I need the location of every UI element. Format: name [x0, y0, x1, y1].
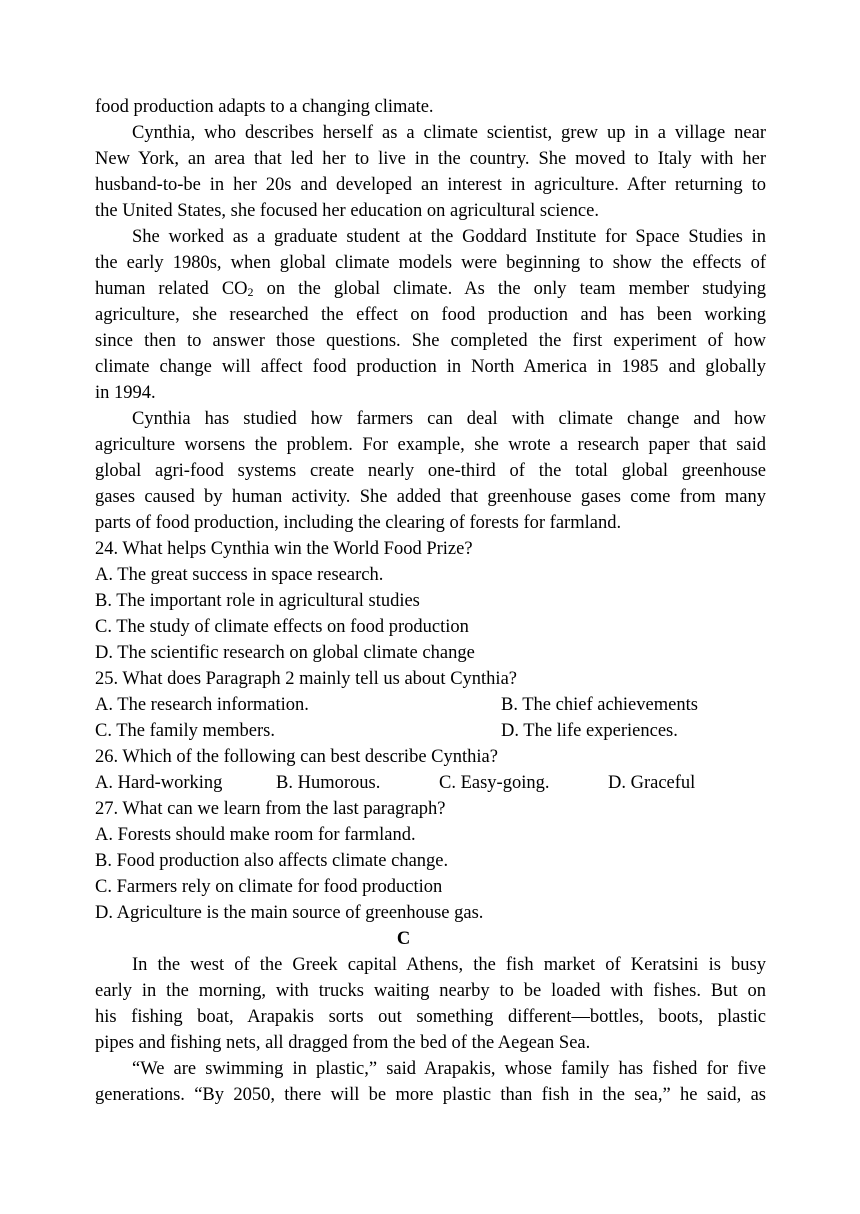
paragraph-line: early in the morning, with trucks waiting nearby to be loaded with fishes. But on — [95, 981, 766, 1001]
paragraph-c2 — [95, 1056, 766, 1108]
option-a: A. The research information. — [95, 695, 309, 715]
question-stem: 26. Which of the following can best describe Cynthia? — [95, 747, 498, 767]
option-d: D. Agriculture is the main source of greenhouse gas. — [95, 903, 484, 923]
option-a: A. The great success in space research. — [95, 565, 384, 585]
question-stem: 27. What can we learn from the last paragraph? — [95, 799, 446, 819]
co2-subscript: 2 — [247, 285, 254, 299]
option-a: A. Forests should make room for farmland. — [95, 825, 416, 845]
document-page — [95, 94, 766, 1108]
option-b: B. The chief achievements — [501, 695, 698, 715]
paragraph-line: “We are swimming in plastic,” said Arapakis, whose family has fished for five — [132, 1059, 766, 1079]
paragraph-4 — [95, 406, 766, 536]
co2-text: human related CO — [95, 279, 248, 299]
paragraph-line: In the west of the Greek capital Athens, the fish market of Keratsini is busy — [132, 955, 766, 975]
question-24 — [95, 536, 766, 666]
option-b: B. The important role in agricultural studies — [95, 591, 420, 611]
question-25 — [95, 666, 766, 744]
paragraph-3 — [95, 224, 766, 406]
paragraph-line: husband-to-be in her 20s and developed an interest in agriculture. After returning to — [95, 175, 766, 195]
paragraph-line: generations. “By 2050, there will be more plastic than fish in the sea,” he said, as — [95, 1085, 766, 1105]
paragraph-line: pipes and fishing nets, all dragged from the bed of the Aegean Sea. — [95, 1033, 591, 1053]
paragraph-line: in 1994. — [95, 383, 156, 403]
paragraph-line: agriculture, she researched the effect on food production and has been working — [95, 305, 766, 325]
option-c: C. Farmers rely on climate for food production — [95, 877, 443, 897]
option-d: D. The life experiences. — [501, 721, 678, 741]
paragraph-line: gases caused by human activity. She added that greenhouse gases come from many — [95, 487, 766, 507]
option-c: C. The study of climate effects on food production — [95, 617, 469, 637]
paragraph-line-rest: on the global climate. As the only team member studying — [253, 279, 767, 299]
paragraph-line: his fishing boat, Arapakis sorts out something different—bottles, boots, plastic — [95, 1007, 766, 1027]
option-a: A. Hard-working — [95, 773, 223, 793]
question-stem: 25. What does Paragraph 2 mainly tell us about Cynthia? — [95, 669, 517, 689]
paragraph-line: global agri-food systems create nearly one-third of the total global greenhouse — [95, 461, 766, 481]
option-b: B. Humorous. — [276, 773, 381, 793]
paragraph-2 — [95, 120, 766, 224]
option-d: D. Graceful — [608, 773, 696, 793]
option-row — [95, 770, 766, 796]
option-row — [95, 718, 766, 744]
paragraph-line: Cynthia, who describes herself as a climate scientist, grew up in a village near — [132, 123, 766, 143]
question-stem: 24. What helps Cynthia win the World Food Prize? — [95, 539, 473, 559]
option-b: B. Food production also affects climate change. — [95, 851, 449, 871]
paragraph-line: since then to answer those questions. She completed the first experiment of how — [95, 331, 766, 351]
option-c: C. Easy-going. — [439, 773, 550, 793]
paragraph-c1 — [95, 952, 766, 1056]
paragraph-line: the United States, she focused her education on agricultural science. — [95, 201, 599, 221]
paragraph-line: She worked as a graduate student at the Goddard Institute for Space Studies in — [132, 227, 766, 247]
question-27 — [95, 796, 766, 926]
paragraph-line: agriculture worsens the problem. For example, she wrote a research paper that said — [95, 435, 766, 455]
question-26 — [95, 744, 766, 796]
option-d: D. The scientific research on global climate change — [95, 643, 475, 663]
paragraph-line: parts of food production, including the clearing of forests for farmland. — [95, 513, 622, 533]
option-c: C. The family members. — [95, 721, 275, 741]
paragraph-tail: food production adapts to a changing climate. — [95, 97, 434, 117]
paragraph-line: the early 1980s, when global climate models were beginning to show the effects of — [95, 253, 766, 273]
option-row — [95, 692, 766, 718]
paragraph-line — [95, 276, 766, 302]
section-heading: C — [396, 929, 411, 949]
paragraph-line: New York, an area that led her to live in the country. She moved to Italy with her — [95, 149, 766, 169]
paragraph-line: Cynthia has studied how farmers can deal with climate change and how — [132, 409, 766, 429]
paragraph-line: climate change will affect food production in North America in 1985 and globally — [95, 357, 766, 377]
